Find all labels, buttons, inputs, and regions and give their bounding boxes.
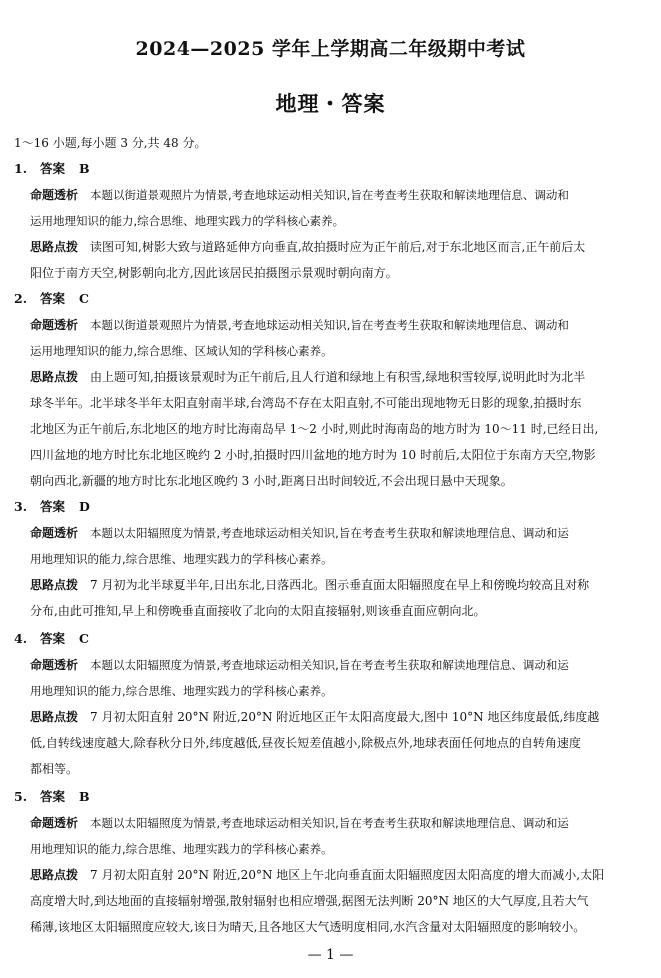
answer-value: B xyxy=(79,161,90,176)
question-number: 4. xyxy=(14,631,28,646)
hint-label: 思路点拨 xyxy=(30,240,79,254)
hint-label: 思路点拨 xyxy=(30,868,79,882)
analysis-label: 命题透析 xyxy=(30,658,79,672)
answer-label: 答案 xyxy=(40,499,66,514)
analysis-label: 命题透析 xyxy=(30,318,79,332)
analysis-line: 运用地理知识的能力,综合思维、地理实践力的学科核心素养。 xyxy=(30,214,345,228)
hint-label: 思路点拨 xyxy=(30,370,79,384)
hint-line: 球冬半年。北半球冬半年太阳直射南半球,台湾岛不存在太阳直射,不可能出现地物无日影的现象,拍摄时东 xyxy=(30,396,582,410)
hint-line: 思路点拨 7 月初太阳直射 20°N 附近,20°N 地区上午北向垂直面太阳辐照度因太阳高度的增大而减小,太阳 xyxy=(30,868,605,882)
hint-line: 思路点拨 7 月初为北半球夏半年,日出东北,日落西北。图示垂直面太阳辐照度在早上和傍晚均较高且对称 xyxy=(30,578,590,592)
hint-label: 思路点拨 xyxy=(30,578,79,592)
analysis-line: 用地理知识的能力,综合思维、地理实践力的学科核心素养。 xyxy=(30,684,333,698)
question-2-header xyxy=(14,286,648,312)
analysis-line: 命题透析 本题以太阳辐照度为情景,考查地球运动相关知识,旨在考查考生获取和解读地理信息、调动和运 xyxy=(30,658,569,672)
hint-line: 朝向西北,新疆的地方时比东北地区晚约 3 小时,距离日出时间较近,不会出现日悬中天现象。 xyxy=(30,474,513,488)
hint-line: 分布,由此可推知,早上和傍晚垂直面接收了北向的太阳直接辐射,则该垂直面应朝向北。 xyxy=(30,604,486,618)
page-subtitle: 地理・答案 xyxy=(275,91,386,116)
analysis-label: 命题透析 xyxy=(30,816,79,830)
analysis-line: 运用地理知识的能力,综合思维、区域认知的学科核心素养。 xyxy=(30,344,333,358)
question-3-header xyxy=(14,494,648,520)
hint-line: 都相等。 xyxy=(30,762,79,776)
hint-label: 思路点拨 xyxy=(30,710,79,724)
hint-line: 稀薄,该地区太阳辐照度应较大,该日为晴天,且各地区大气透明度相同,水汽含量对太阳辐照度的影响较小。 xyxy=(30,920,586,934)
answer-label: 答案 xyxy=(40,161,66,176)
question-1-header xyxy=(14,156,648,182)
analysis-line: 命题透析 本题以街道景观照片为情景,考查地球运动相关知识,旨在考查考生获取和解读地理信息、调动和 xyxy=(30,188,569,202)
answer-value: C xyxy=(79,291,89,306)
hint-line: 思路点拨 由上题可知,拍摄该景观时为正午前后,且人行道和绿地上有积雪,绿地积雪较厚,说明此时为北半 xyxy=(30,370,586,384)
hint-line: 四川盆地的地方时比东北地区晚约 2 小时,拍摄时四川盆地的地方时为 10 时前后,太阳位于东南方天空,物影 xyxy=(30,448,596,462)
hint-line: 思路点拨 7 月初太阳直射 20°N 附近,20°N 附近地区正午太阳高度最大,图中 10°N 地区纬度最低,纬度越 xyxy=(30,710,600,724)
answer-label: 答案 xyxy=(40,291,66,306)
answer-value: B xyxy=(79,789,90,804)
page-number: — 1 — xyxy=(307,947,354,963)
hint-line: 高度增大时,到达地面的直接辐射增强,散射辐射也相应增强,据图无法判断 20°N 地区的大气厚度,且若大气 xyxy=(30,894,589,908)
intro-text: 1～16 小题,每小题 3 分,共 48 分。 xyxy=(14,136,207,150)
question-number: 5. xyxy=(14,789,28,804)
hint-line: 思路点拨 读图可知,树影大致与道路延伸方向垂直,故拍摄时应为正午前后,对于东北地区而言,正午前后太 xyxy=(30,240,586,254)
analysis-line: 用地理知识的能力,综合思维、地理实践力的学科核心素养。 xyxy=(30,552,333,566)
question-number: 2. xyxy=(14,291,28,306)
hint-line: 低,自转线速度越大,除春秋分日外,纬度越低,昼夜长短差值越小,除极点外,地球表面任何地点的自转角速度 xyxy=(30,736,581,750)
hint-line: 阳位于南方天空,树影朝向北方,因此该居民拍摄图示景观时朝向南方。 xyxy=(30,266,398,280)
answer-value: C xyxy=(79,631,89,646)
question-5-header xyxy=(14,784,648,810)
answer-label: 答案 xyxy=(40,631,66,646)
question-4-header xyxy=(14,626,648,652)
analysis-line: 命题透析 本题以街道景观照片为情景,考查地球运动相关知识,旨在考查考生获取和解读地理信息、调动和 xyxy=(30,318,569,332)
page-title: 2024—2025 学年上学期高二年级期中考试 xyxy=(135,38,526,60)
question-number: 1. xyxy=(14,161,28,176)
analysis-label: 命题透析 xyxy=(30,188,79,202)
analysis-label: 命题透析 xyxy=(30,526,79,540)
answer-label: 答案 xyxy=(40,789,66,804)
hint-line: 北地区为正午前后,东北地区的地方时比海南岛早 1～2 小时,则此时海南岛的地方时为 10～11 时,已经日出, xyxy=(30,422,599,436)
answer-value: D xyxy=(79,499,90,514)
analysis-line: 用地理知识的能力,综合思维、地理实践力的学科核心素养。 xyxy=(30,842,333,856)
analysis-line: 命题透析 本题以太阳辐照度为情景,考查地球运动相关知识,旨在考查考生获取和解读地理信息、调动和运 xyxy=(30,816,569,830)
question-number: 3. xyxy=(14,499,28,514)
analysis-line: 命题透析 本题以太阳辐照度为情景,考查地球运动相关知识,旨在考查考生获取和解读地理信息、调动和运 xyxy=(30,526,569,540)
